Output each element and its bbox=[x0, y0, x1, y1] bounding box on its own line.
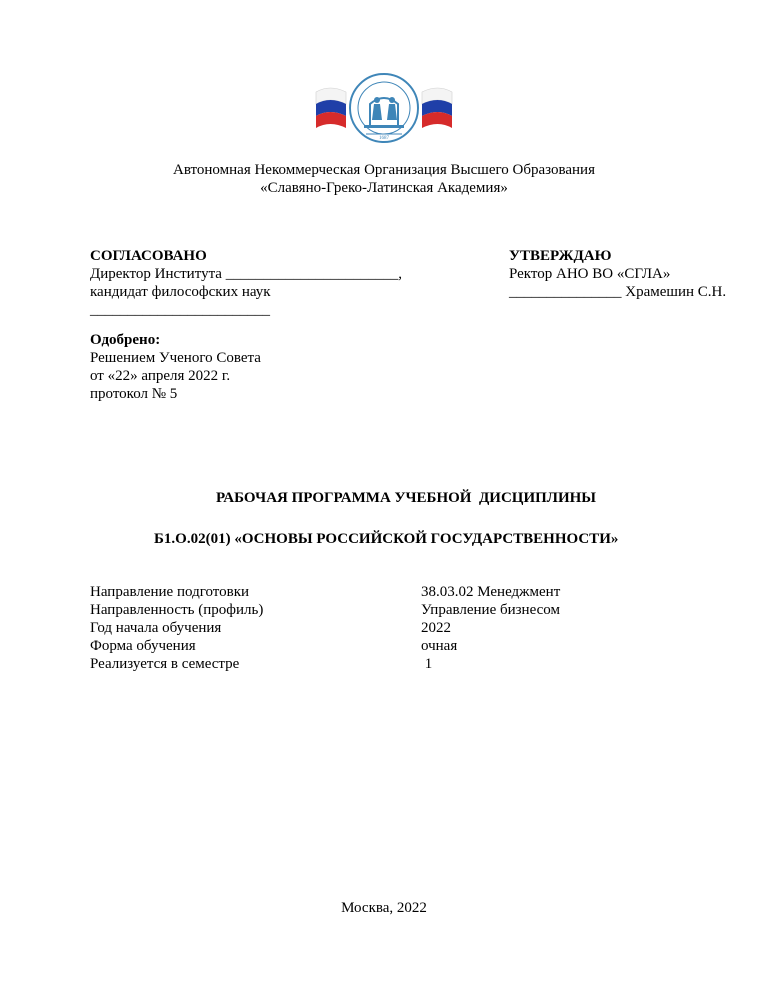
approve-line-2: _______________ Храмешин С.Н. bbox=[509, 284, 727, 300]
detail-label: Направление подготовки bbox=[90, 584, 250, 600]
details-values bbox=[421, 583, 560, 673]
right-flag-icon bbox=[422, 88, 452, 128]
approved-by-line-1: Решением Ученого Совета bbox=[90, 350, 261, 366]
approved-by-block bbox=[90, 331, 261, 403]
approved-by-line-2: от «22» апреля 2022 г. bbox=[90, 368, 231, 384]
organization-line-2: «Славяно-Греко-Латинская Академия» bbox=[260, 180, 508, 196]
agreed-line-2: кандидат философских наук bbox=[90, 284, 271, 300]
discipline-title: Б1.О.02(01) «ОСНОВЫ РОССИЙСКОЙ ГОСУДАРСТВЕННОСТИ» bbox=[154, 531, 619, 547]
detail-label: Реализуется в семестре bbox=[90, 656, 240, 672]
detail-value: 1 bbox=[421, 656, 433, 672]
detail-label: Направленность (профиль) bbox=[90, 602, 264, 618]
approve-heading: УТВЕРЖДАЮ bbox=[509, 248, 612, 264]
details-labels bbox=[90, 583, 263, 673]
city-year: Москва, 2022 bbox=[341, 900, 427, 916]
approved-by-line-3: протокол № 5 bbox=[90, 386, 178, 402]
agreed-heading: СОГЛАСОВАНО bbox=[90, 248, 207, 264]
detail-value: Управление бизнесом bbox=[421, 602, 560, 618]
approve-block bbox=[509, 247, 726, 301]
agreed-line-1: Директор Института _______________________, bbox=[90, 266, 402, 282]
svg-text:1687: 1687 bbox=[379, 136, 389, 141]
document-title: РАБОЧАЯ ПРОГРАММА УЧЕБНОЙ ДИСЦИПЛИНЫ bbox=[216, 490, 597, 506]
agreed-block bbox=[90, 247, 402, 319]
organization-line-1: Автономная Некоммерческая Организация Высшего Образования bbox=[173, 162, 595, 178]
academy-emblem-icon bbox=[350, 74, 418, 142]
approved-by-heading: Одобрено: bbox=[90, 332, 161, 348]
organization-name bbox=[0, 161, 768, 197]
detail-label: Год начала обучения bbox=[90, 620, 222, 636]
agreed-line-3: ________________________ bbox=[90, 302, 270, 318]
detail-label: Форма обучения bbox=[90, 638, 196, 654]
detail-value: 38.03.02 Менеджмент bbox=[421, 584, 561, 600]
detail-value: очная bbox=[421, 638, 458, 654]
detail-value: 2022 bbox=[421, 620, 451, 636]
approve-line-1: Ректор АНО ВО «СГЛА» bbox=[509, 266, 671, 282]
academy-logo bbox=[304, 70, 464, 150]
left-flag-icon bbox=[316, 88, 346, 128]
